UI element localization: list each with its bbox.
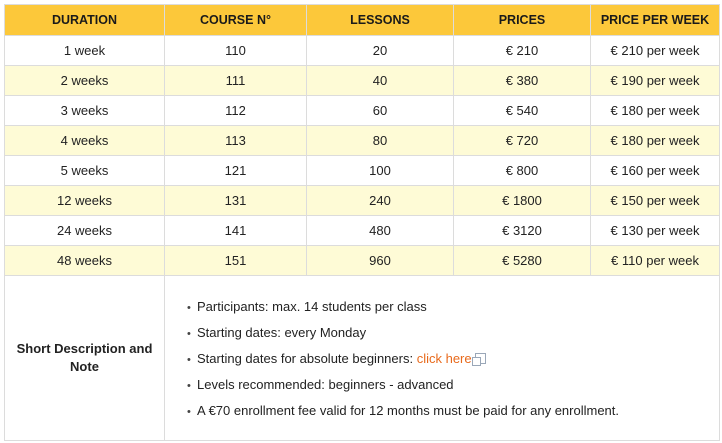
click-here-link[interactable]: click here <box>416 351 472 366</box>
header-course-number: COURSE N° <box>165 5 307 36</box>
bullet-icon: • <box>187 328 191 340</box>
cell-course-number: 113 <box>165 126 307 156</box>
cell-price-per-week: € 180 per week <box>591 126 720 156</box>
table-row <box>5 36 720 66</box>
table-header-row <box>5 5 720 36</box>
cell-duration: 3 weeks <box>5 96 165 126</box>
cell-price: € 3120 <box>454 216 591 246</box>
cell-duration: 12 weeks <box>5 186 165 216</box>
note-participants: Participants: max. 14 students per class <box>197 299 427 314</box>
cell-price-per-week: € 150 per week <box>591 186 720 216</box>
cell-price-per-week: € 130 per week <box>591 216 720 246</box>
list-item <box>187 398 719 424</box>
note-fee: A €70 enrollment fee valid for 12 months must be paid for any enrollment. <box>197 403 620 418</box>
cell-duration: 48 weeks <box>5 246 165 276</box>
pricing-table <box>4 4 720 441</box>
header-price-per-week: PRICE PER WEEK <box>591 5 720 36</box>
list-item <box>187 372 719 398</box>
table-row <box>5 216 720 246</box>
bullet-icon: • <box>187 302 191 314</box>
cell-lessons: 20 <box>307 36 454 66</box>
note-label: Short Description and Note <box>5 276 165 441</box>
cell-lessons: 40 <box>307 66 454 96</box>
cell-duration: 5 weeks <box>5 156 165 186</box>
cell-lessons: 480 <box>307 216 454 246</box>
cell-price-per-week: € 110 per week <box>591 246 720 276</box>
note-beginners-text: Starting dates for absolute beginners: <box>197 351 417 366</box>
cell-price-per-week: € 160 per week <box>591 156 720 186</box>
cell-duration: 4 weeks <box>5 126 165 156</box>
header-prices: PRICES <box>454 5 591 36</box>
cell-duration: 1 week <box>5 36 165 66</box>
external-link-icon[interactable] <box>475 353 486 364</box>
cell-course-number: 131 <box>165 186 307 216</box>
bullet-icon: • <box>187 354 191 366</box>
note-levels: Levels recommended: beginners - advanced <box>197 377 454 392</box>
bullet-icon: • <box>187 380 191 392</box>
cell-lessons: 960 <box>307 246 454 276</box>
cell-price-per-week: € 210 per week <box>591 36 720 66</box>
list-item <box>187 346 719 372</box>
list-item <box>187 294 719 320</box>
header-duration: DURATION <box>5 5 165 36</box>
cell-course-number: 112 <box>165 96 307 126</box>
cell-price: € 540 <box>454 96 591 126</box>
cell-course-number: 111 <box>165 66 307 96</box>
cell-course-number: 121 <box>165 156 307 186</box>
cell-price-per-week: € 180 per week <box>591 96 720 126</box>
cell-lessons: 100 <box>307 156 454 186</box>
table-row <box>5 156 720 186</box>
cell-course-number: 141 <box>165 216 307 246</box>
cell-price: € 5280 <box>454 246 591 276</box>
table-row <box>5 186 720 216</box>
list-item <box>187 320 719 346</box>
cell-course-number: 151 <box>165 246 307 276</box>
cell-lessons: 60 <box>307 96 454 126</box>
cell-lessons: 80 <box>307 126 454 156</box>
note-starting-dates: Starting dates: every Monday <box>197 325 367 340</box>
table-row <box>5 66 720 96</box>
cell-price: € 800 <box>454 156 591 186</box>
cell-price: € 1800 <box>454 186 591 216</box>
cell-course-number: 110 <box>165 36 307 66</box>
cell-price-per-week: € 190 per week <box>591 66 720 96</box>
cell-duration: 24 weeks <box>5 216 165 246</box>
header-lessons: LESSONS <box>307 5 454 36</box>
note-content <box>165 276 720 441</box>
cell-duration: 2 weeks <box>5 66 165 96</box>
table-row <box>5 126 720 156</box>
cell-price: € 210 <box>454 36 591 66</box>
cell-lessons: 240 <box>307 186 454 216</box>
cell-price: € 720 <box>454 126 591 156</box>
table-row <box>5 246 720 276</box>
table-row <box>5 96 720 126</box>
note-row <box>5 276 720 441</box>
note-list <box>187 294 719 424</box>
bullet-icon: • <box>187 406 191 418</box>
cell-price: € 380 <box>454 66 591 96</box>
